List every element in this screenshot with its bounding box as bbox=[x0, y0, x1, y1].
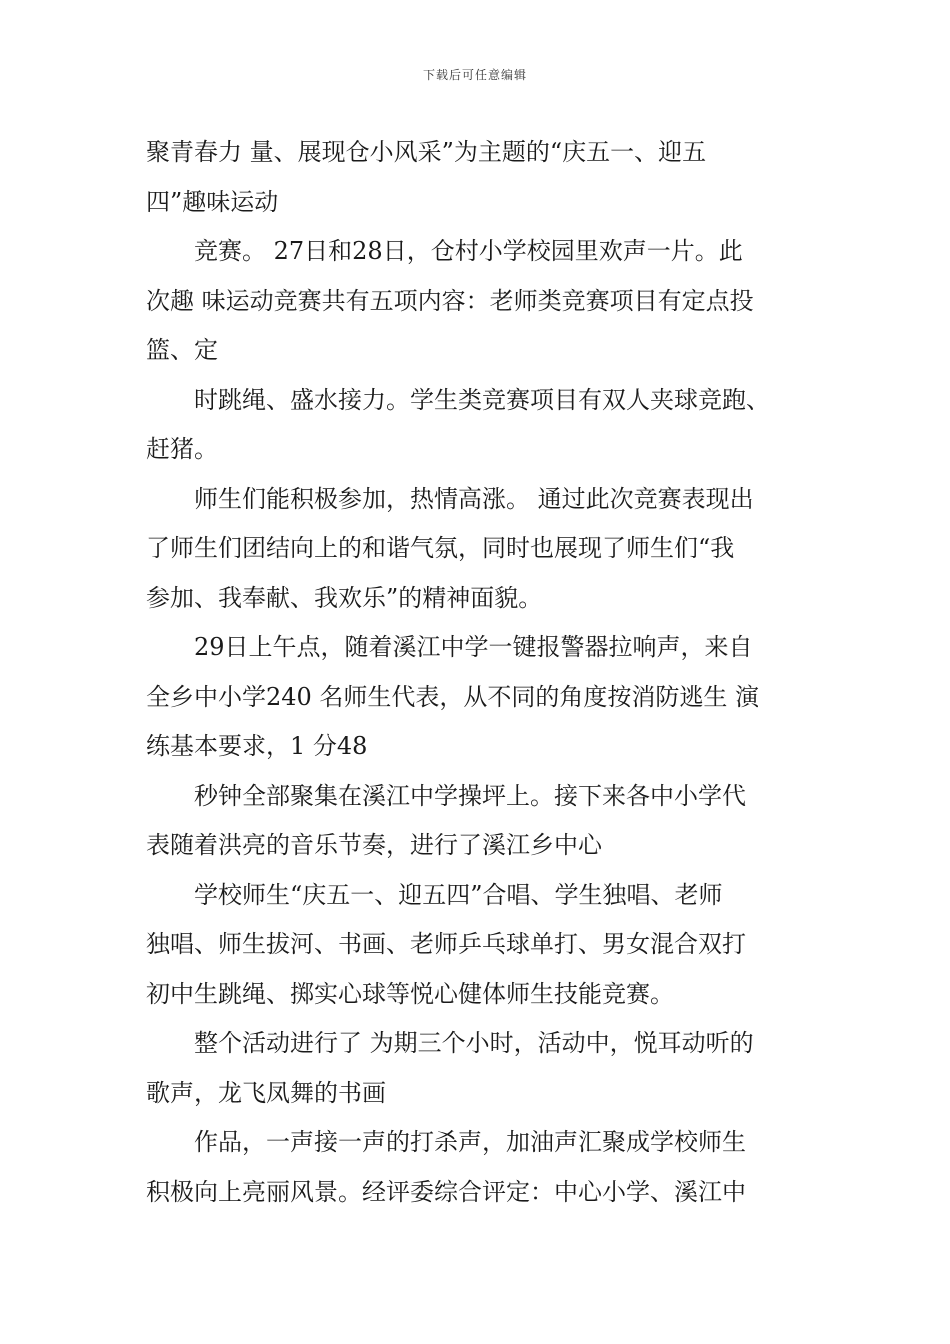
text-line: 秒钟全部聚集在溪江中学操坪上。接下来各中小学代 bbox=[194, 781, 746, 810]
paragraph bbox=[146, 475, 810, 624]
text-line: 学校师生“庆五一、迎五四”合唱、学生独唱、老师 bbox=[194, 880, 723, 909]
text-line: 作品，一声接一声的打杀声，加油声汇聚成学校师生 bbox=[194, 1128, 746, 1156]
text-line: 初中生跳绳、掷实心球等悦心健体师生技能竞赛。 bbox=[146, 979, 674, 1008]
paragraph bbox=[146, 376, 810, 475]
text-line: 歌声，龙飞凤舞的书画 bbox=[146, 1078, 386, 1107]
text-line: 参加、我奉献、我欢乐”的精神面貌。 bbox=[146, 583, 543, 612]
paragraph bbox=[146, 772, 810, 871]
text-line: 全乡中小学240 名师生代表，从不同的角度按消防逃生 演 bbox=[146, 682, 760, 711]
text-line: 四”趣味运动 bbox=[146, 187, 279, 216]
paragraph bbox=[146, 871, 810, 1020]
text-line: 竞赛。 27日和28日，仓村小学校园里欢声一片。此 bbox=[194, 237, 743, 265]
text-line: 表随着洪亮的音乐节奏，进行了溪江乡中心 bbox=[146, 831, 602, 859]
text-line: 整个活动进行了 为期三个小时，活动中，悦耳动听的 bbox=[194, 1029, 754, 1057]
text-line: 独唱、师生拔河、书画、老师乒乓球单打、男女混合双打 bbox=[146, 930, 746, 958]
text-line: 练基本要求，1 分48 bbox=[146, 732, 368, 760]
page-header: 下载后可任意编辑 bbox=[422, 68, 527, 82]
text-line: 篮、定 bbox=[146, 336, 218, 364]
text-line: 次趣 味运动竞赛共有五项内容：老师类竞赛项目有定点投 bbox=[146, 286, 754, 315]
paragraph bbox=[146, 128, 810, 227]
paragraph bbox=[146, 1019, 810, 1118]
text-line: 了师生们团结向上的和谐气氛，同时也展现了师生们“我 bbox=[146, 534, 735, 562]
paragraph bbox=[146, 227, 810, 376]
text-line: 29日上午点，随着溪江中学一键报警器拉响声，来自 bbox=[194, 633, 753, 661]
document-body bbox=[146, 128, 810, 1217]
text-line: 积极向上亮丽风景。经评委综合评定：中心小学、溪江中 bbox=[146, 1177, 746, 1206]
paragraph bbox=[146, 623, 810, 772]
text-line: 聚青春力 量、展现仓小风采”为主题的“庆五一、迎五 bbox=[146, 138, 707, 166]
text-line: 师生们能积极参加，热情高涨。 通过此次竞赛表现出 bbox=[194, 484, 754, 513]
text-line: 赶猪。 bbox=[146, 435, 218, 463]
paragraph bbox=[146, 1118, 810, 1217]
text-line: 时跳绳、盛水接力。学生类竞赛项目有双人夹球竞跑、 bbox=[194, 385, 770, 414]
